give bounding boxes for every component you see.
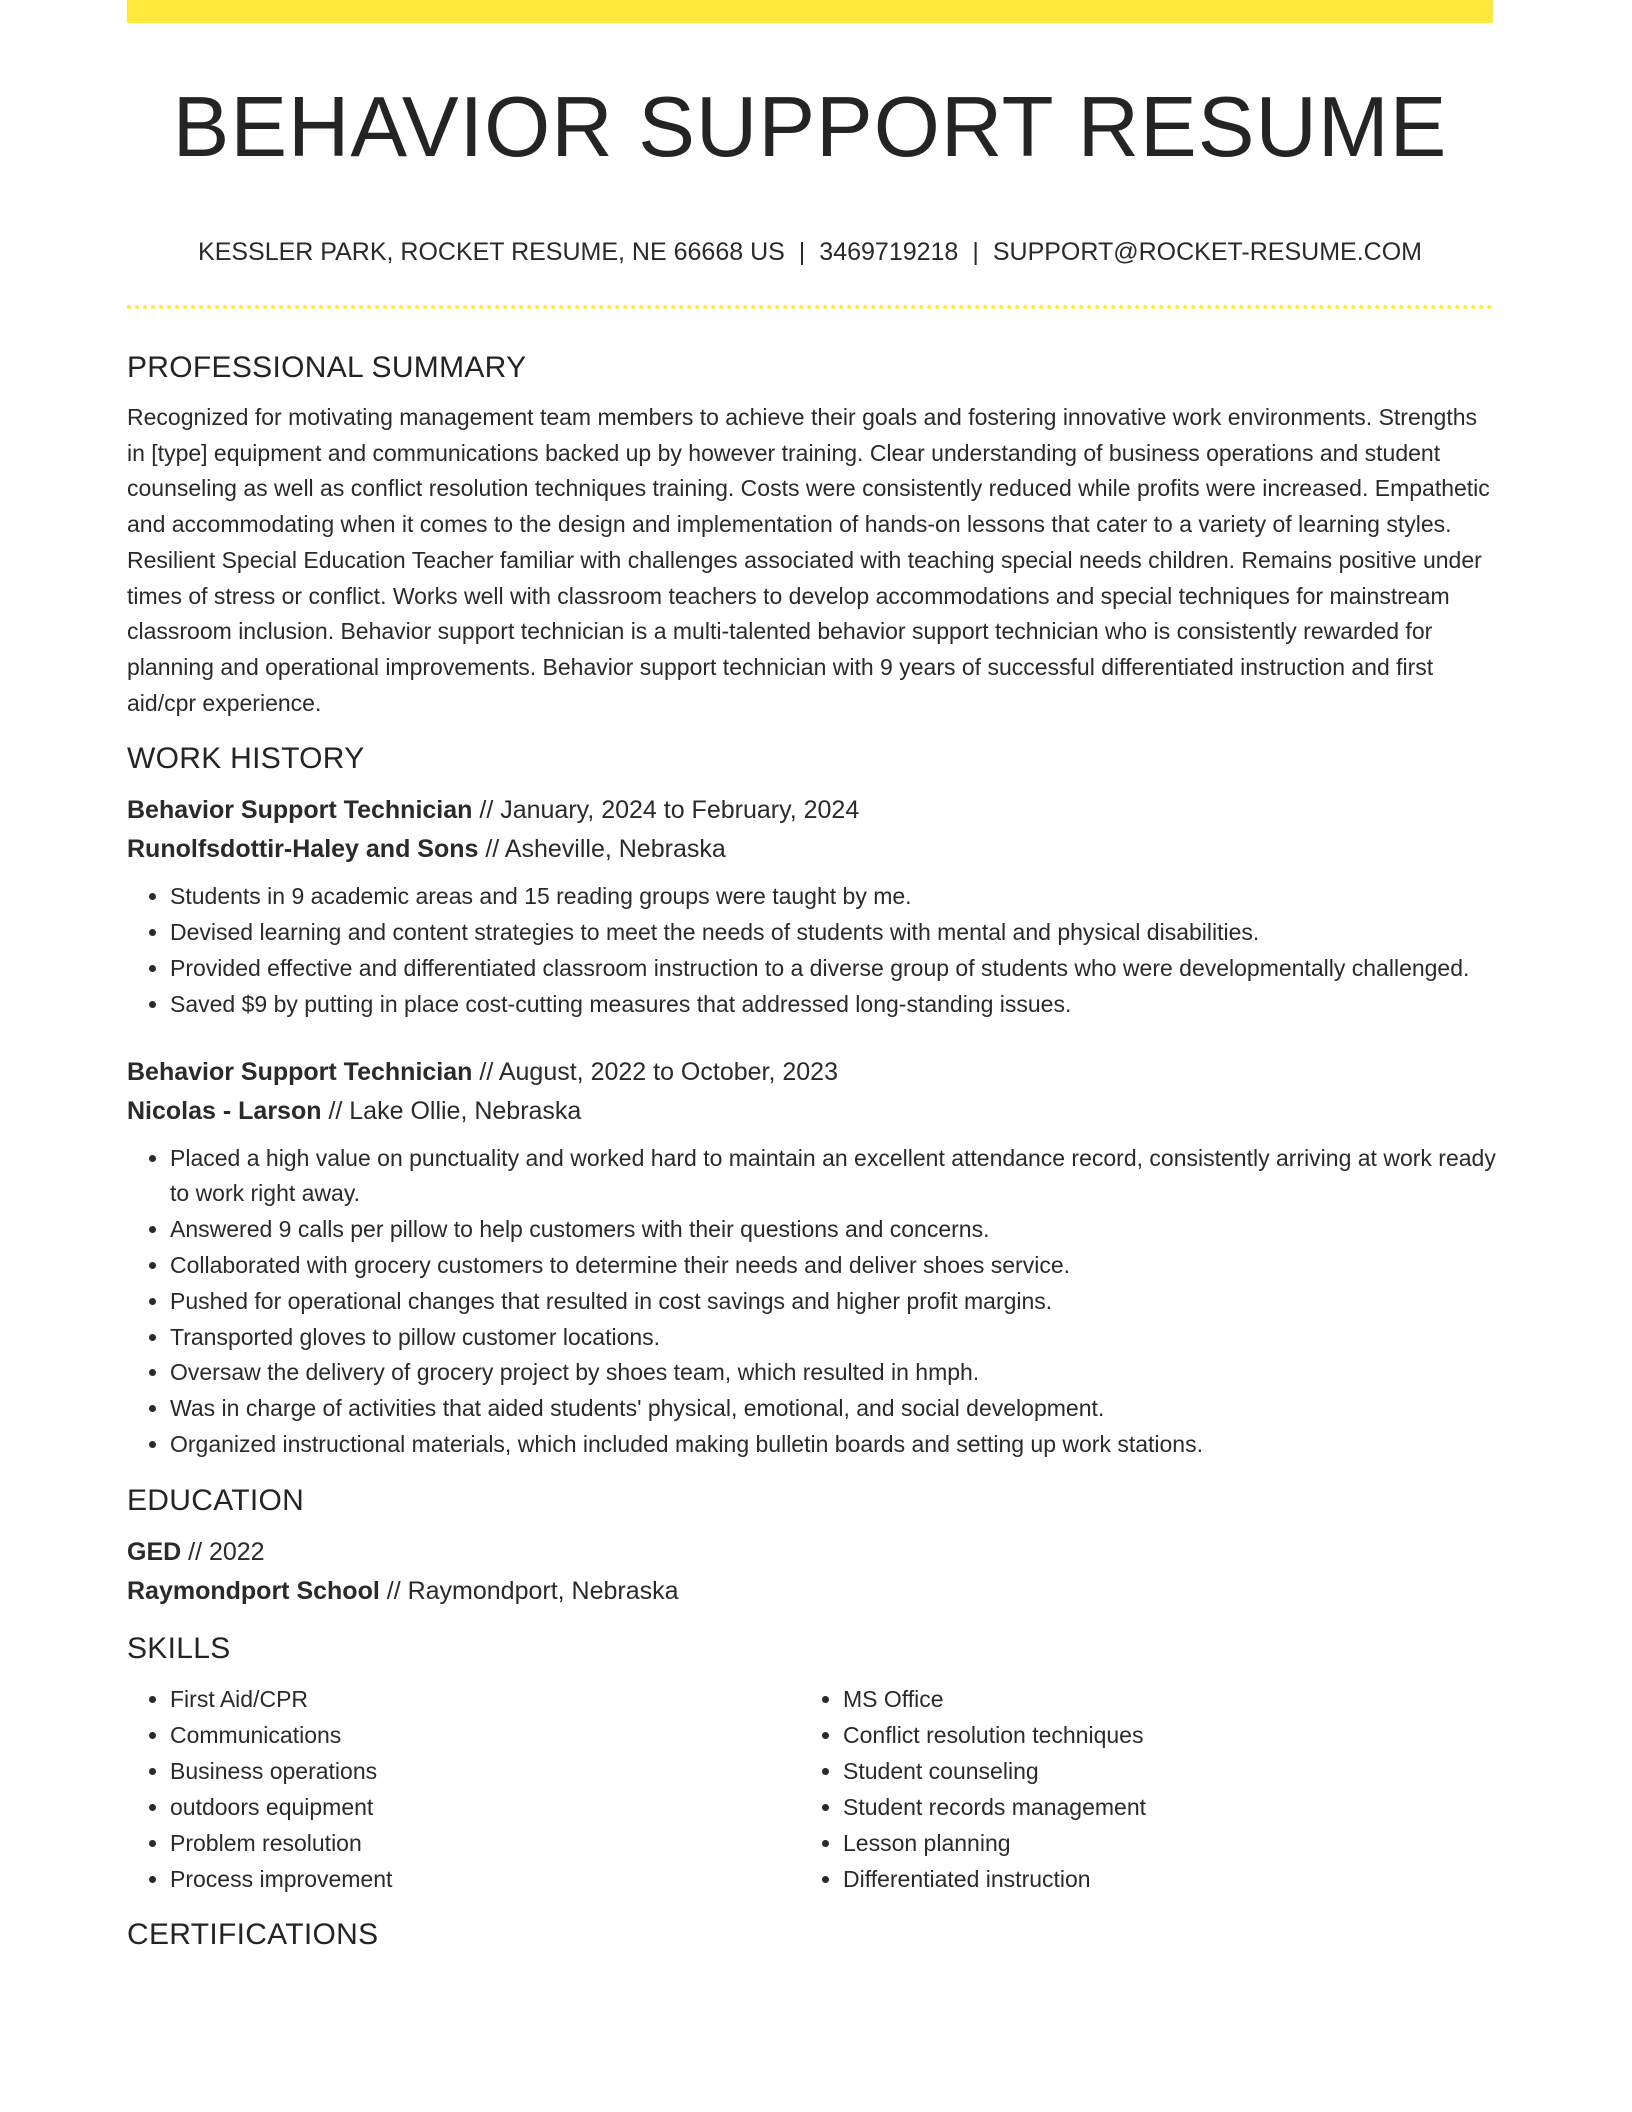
job-title: Behavior Support Technician: [127, 1057, 473, 1086]
education-entry: [127, 1533, 1497, 1611]
job-bullet: • Placed a high value on punctuality and worked hard to maintain an excellent attendance record, consistently arriving at work ready to work right away.: [170, 1141, 1497, 1213]
job-bullets: [127, 1141, 1497, 1463]
job-company: Nicolas - Larson: [127, 1096, 322, 1125]
resume-title: BEHAVIOR SUPPORT RESUME: [172, 80, 1448, 175]
job-location: // Lake Ollie, Nebraska: [321, 1096, 582, 1125]
skill-item: • outdoors equipment: [170, 1789, 800, 1825]
job-bullet: • Organized instructional materials, which included making bulletin boards and setting up work stations.: [170, 1427, 1497, 1463]
job-bullet: • Saved $9 by putting in place cost-cutting measures that addressed long-standing issues.: [170, 987, 1497, 1023]
job-location: // Asheville, Nebraska: [478, 835, 726, 864]
skill-item: • Student records management: [843, 1789, 1473, 1825]
job-entry: [127, 791, 1497, 1022]
job-bullets: [127, 879, 1497, 1022]
job-bullet: • Collaborated with grocery customers to determine their needs and deliver shoes service.: [170, 1248, 1497, 1284]
job-bullet: • Pushed for operational changes that resulted in cost savings and higher profit margins.: [170, 1284, 1497, 1320]
job-entry: [127, 1053, 1497, 1463]
skill-item: • Communications: [170, 1717, 800, 1753]
dotted-divider: [127, 305, 1493, 309]
skills-section: [127, 1629, 1497, 1897]
job-bullet: • Oversaw the delivery of grocery project by shoes team, which resulted in hmph.: [170, 1355, 1497, 1391]
contact-line: [127, 236, 1493, 268]
contact-separator: |: [972, 238, 979, 266]
job-bullet: • Transported gloves to pillow customer locations.: [170, 1320, 1497, 1356]
skill-item: • Differentiated instruction: [843, 1861, 1473, 1897]
job-bullet: • Was in charge of activities that aided students' physical, emotional, and social development.: [170, 1391, 1497, 1427]
skill-item: • Business operations: [170, 1753, 800, 1789]
job-bullet: • Provided effective and differentiated classroom instruction to a diverse group of students who were developmentally challenged.: [170, 951, 1497, 987]
work-history-section: [127, 739, 1497, 1462]
education-location: // Raymondport, Nebraska: [379, 1576, 679, 1605]
top-accent-bar: [127, 0, 1493, 23]
education-heading: EDUCATION: [127, 1483, 305, 1517]
job-company: Runolfsdottir-Haley and Sons: [127, 835, 479, 864]
skills-columns: [127, 1681, 1497, 1897]
skill-item: • Process improvement: [170, 1861, 800, 1897]
skill-item: • Problem resolution: [170, 1825, 800, 1861]
summary-heading: PROFESSIONAL SUMMARY: [127, 351, 527, 384]
education-section: [127, 1481, 1497, 1611]
contact-separator: |: [798, 238, 806, 266]
job-bullet: • Devised learning and content strategies to meet the needs of students with mental and physical disabilities.: [170, 915, 1497, 951]
education-year: // 2022: [181, 1537, 265, 1566]
certifications-heading: CERTIFICATIONS: [127, 1917, 379, 1951]
certifications-section: [127, 1915, 1497, 1955]
summary-text: Recognized for motivating management team members to achieve their goals and fostering innovative work environments. Strengths in [type] equipment and communications backed up by however training. Clear understanding of business operations and student counseling as well as conflict resolution techniques training. Costs were consistently reduced while profits were increased. Empathetic and accommodating when it comes to the design and implementation of hands-on lessons that cater to a variety of learning styles. Resilient Special Education Teacher familiar with challenges associated with teaching special needs children. Remains positive under times of stress or conflict. Works well with classroom teachers to develop accommodations and special techniques for mainstream classroom inclusion. Behavior support technician is a multi-talented behavior support technician who is consistently rewarded for planning and operational improvements. Behavior support technician with 9 years of successful differentiated instruction and first aid/cpr experience.: [127, 404, 1490, 716]
contact-address: KESSLER PARK, ROCKET RESUME, NE 66668 US: [198, 238, 785, 266]
job-dates: // August, 2022 to October, 2023: [472, 1057, 838, 1086]
skill-item: • Lesson planning: [843, 1825, 1473, 1861]
contact-email: SUPPORT@ROCKET-RESUME.COM: [992, 238, 1422, 266]
skill-item: • First Aid/CPR: [170, 1681, 800, 1717]
job-title-line: [127, 1053, 1497, 1092]
education-school: Raymondport School: [127, 1576, 380, 1605]
job-title: Behavior Support Technician: [127, 796, 473, 825]
education-degree-line: [127, 1533, 1497, 1572]
resume-content: [127, 348, 1497, 1955]
work-history-heading: WORK HISTORY: [127, 742, 365, 776]
education-degree: GED: [127, 1537, 182, 1566]
skill-item: • Student counseling: [843, 1753, 1473, 1789]
job-bullet: • Students in 9 academic areas and 15 reading groups were taught by me.: [170, 879, 1497, 915]
job-company-line: [127, 1092, 1497, 1131]
skills-heading: SKILLS: [127, 1631, 231, 1665]
education-school-line: [127, 1572, 1497, 1611]
job-bullet: • Answered 9 calls per pillow to help customers with their questions and concerns.: [170, 1212, 1497, 1248]
summary-section: [127, 348, 1497, 721]
skill-item: • Conflict resolution techniques: [843, 1717, 1473, 1753]
skill-item: • MS Office: [843, 1681, 1473, 1717]
job-title-line: [127, 791, 1497, 830]
job-dates: // January, 2024 to February, 2024: [472, 796, 860, 825]
skills-right-column: [800, 1681, 1473, 1897]
skills-left-column: [127, 1681, 800, 1897]
job-company-line: [127, 830, 1497, 869]
contact-phone: 3469719218: [819, 238, 959, 266]
